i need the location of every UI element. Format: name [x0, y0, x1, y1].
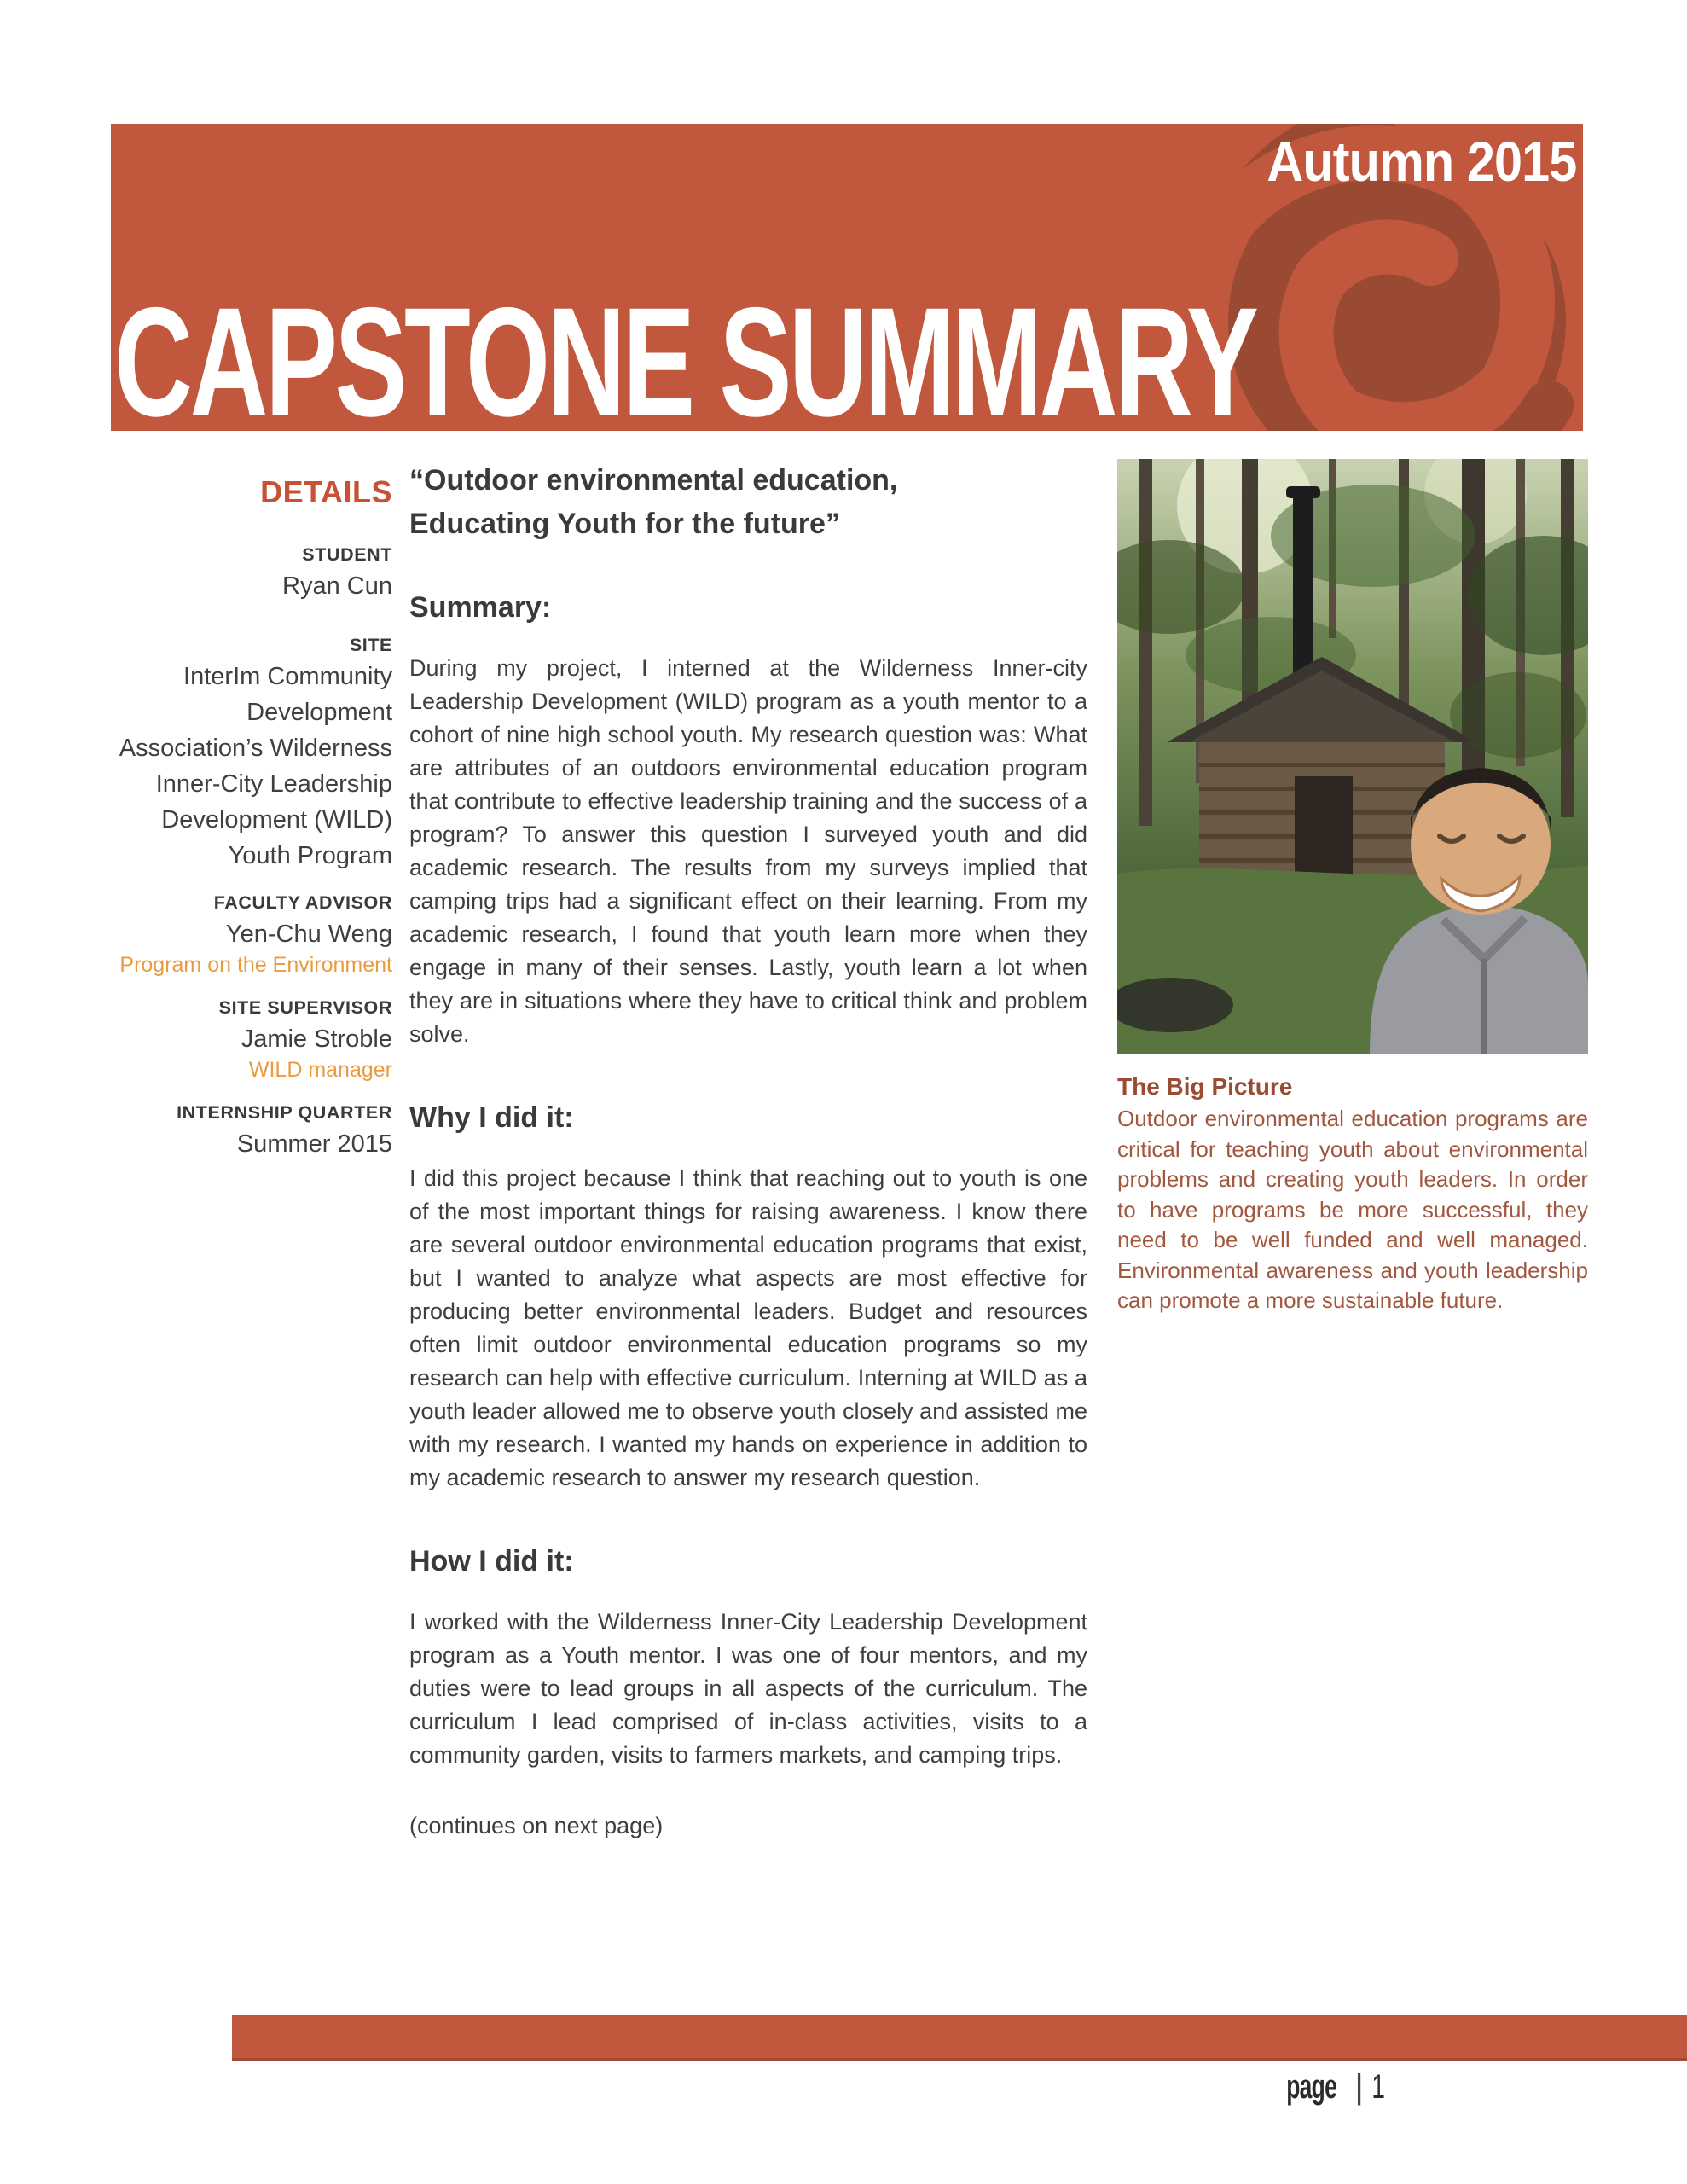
cabin-door: [1295, 776, 1353, 880]
why-body: I did this project because I think that reaching out to youth is one of the most important things for raising awareness. I know there are several outdoor environmental education programs that exist, but I wanted to analyze what aspects are most effective for producing better environmental leaders. Budget and resources often limit outdoor environmental education programs so my research can help with effective curriculum. Interning at WILD as a youth leader allowed me to observe youth closely and assisted me with my research. I wanted my hands on experience in addition to my academic research to answer my research question.: [409, 1165, 1087, 1490]
photo-illustration: [1117, 459, 1588, 1054]
page-label: page: [1286, 2068, 1337, 2106]
big-picture-heading: The Big Picture: [1117, 1073, 1293, 1100]
article-title: “Outdoor environmental education, Educating Youth for the future”: [409, 464, 898, 540]
summary-heading: Summary:: [409, 591, 552, 624]
continuation-note: (continues on next page): [409, 1813, 664, 1838]
internship-quarter-value: Summer 2015: [236, 1130, 392, 1158]
site-value: InterIm Community Development Association’s Wilderness Inner-City Leadership Development (WILD) Youth Program: [119, 663, 392, 869]
header-banner: [111, 124, 1583, 431]
student-value: Ryan Cun: [282, 572, 392, 600]
banner-title: CAPSTONE SUMMARY: [114, 275, 1256, 431]
stovepipe-chimney: [1293, 495, 1313, 687]
page-number-value: 1: [1371, 2068, 1385, 2106]
page-divider: |: [1354, 2068, 1364, 2106]
site-supervisor-note: WILD manager: [248, 1058, 392, 1082]
how-heading: How I did it:: [409, 1545, 574, 1577]
why-heading: Why I did it:: [409, 1101, 574, 1134]
big-picture-body: Outdoor environmental education programs are critical for teaching youth about environmental problems and creating youth leaders. In order to have programs be more successful, they need to be well funded and well managed. Environmental awareness and youth leadership can promote a more sustainable future.: [1117, 1106, 1588, 1313]
article-column: [409, 459, 1087, 1839]
issue-label: Autumn 2015: [1266, 130, 1576, 193]
site-supervisor-value: Jamie Stroble: [241, 1025, 392, 1053]
summary-body: During my project, I interned at the Wilderness Inner-city Leadership Development (WILD) program as a youth mentor to a cohort of nine high school youth. My research question was: What are attributes of an outdoors environmental education program that contribute to effective leadership training and the success of a program? To answer this question I surveyed youth and did academic research. The results from my surveys implied that camping trips had a significant effect on their learning. From my academic research, I found that youth learn more when they engage in many of their senses. Lastly, youth learn a lot when they are in situations where they have to critical think and problem solve.: [409, 655, 1087, 1047]
faculty-advisor-value: Yen-Chu Weng: [225, 921, 392, 948]
right-column: [1117, 459, 1588, 1316]
site-label: SITE: [349, 635, 392, 655]
internship-quarter-label: INTERNSHIP QUARTER: [177, 1102, 392, 1123]
page-number: [1211, 2068, 1450, 2106]
faculty-advisor-label: FACULTY ADVISOR: [213, 892, 392, 913]
how-body: I worked with the Wilderness Inner-City Leadership Development program as a Youth mentor. I was one of four mentors, and my duties were to lead groups in all aspects of the curriculum. The curriculum I lead comprised of in-class activities, visits to a community garden, visits to farmers markets, and camping trips.: [409, 1609, 1087, 1768]
details-heading: DETAILS: [260, 474, 392, 509]
footer-accent-bar: [232, 2015, 1687, 2061]
details-sidebar: [102, 474, 392, 1162]
faculty-advisor-note: Program on the Environment: [119, 953, 392, 977]
student-label: STUDENT: [302, 544, 392, 565]
site-supervisor-label: SITE SUPERVISOR: [218, 997, 392, 1018]
